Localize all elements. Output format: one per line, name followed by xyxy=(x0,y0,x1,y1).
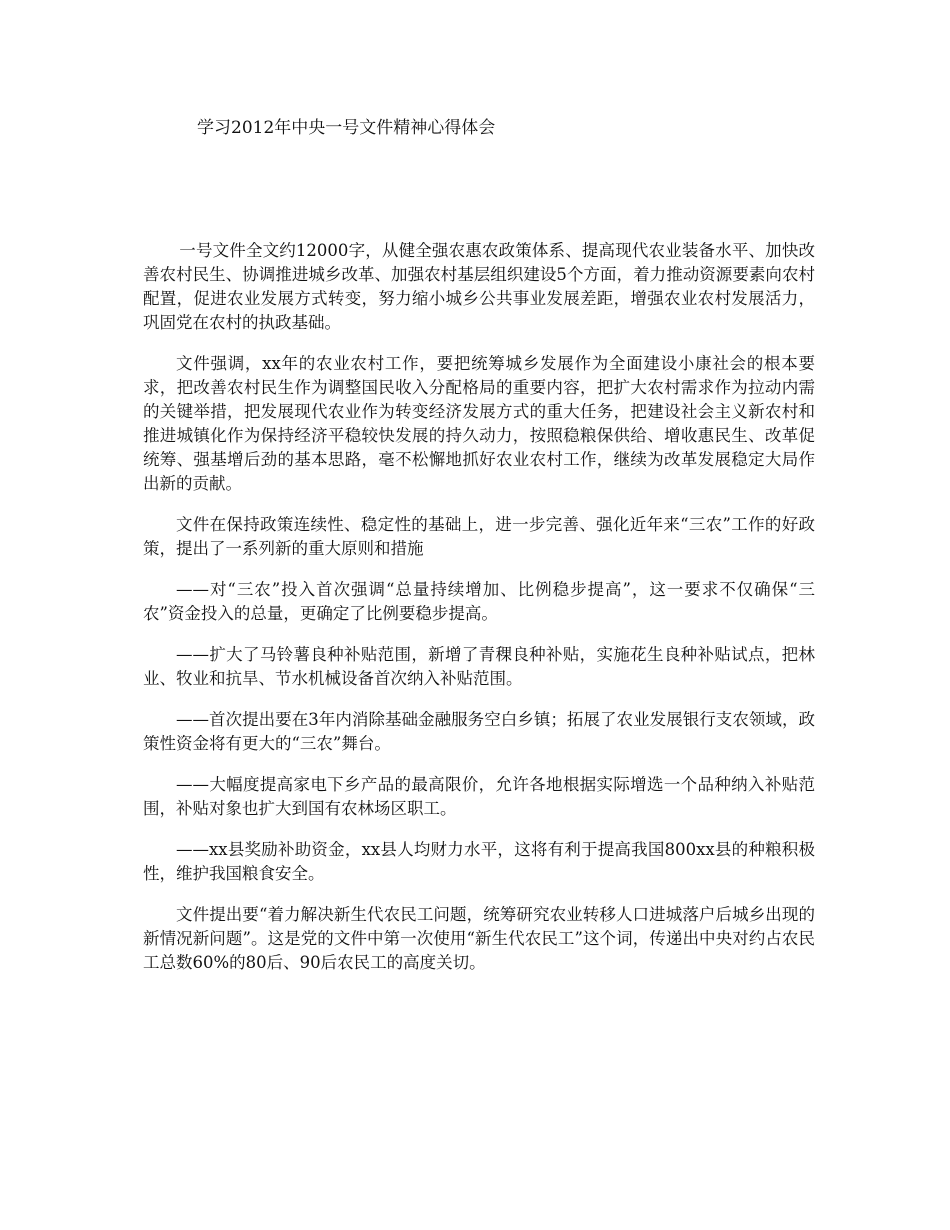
paragraph-emphasis: 文件强调，xx年的农业农村工作，要把统筹城乡发展作为全面建设小康社会的根本要求，把改善农村民生作为调整国民收入分配格局的重要内容，把扩大农村需求作为拉动内需的关键举措，把发展现代农业作为转变经济发展方式的重大任务，把建设社会主义新农村和推进城镇化作为保持经济平稳较快发展的持久动力，按照稳粮保供给、增收惠民生、改革促统筹、强基增后劲的基本思路，毫不松懈地抓好农业农村工作，继续为改革发展稳定大局作出新的贡献。 xyxy=(143,354,815,493)
paragraph-appliances: ——大幅度提高家电下乡产品的最高限价，允许各地根据实际增选一个品种纳入补贴范围，补贴对象也扩大到国有农林场区职工。 xyxy=(143,775,815,818)
paragraph-overview: 一号文件全文约12000字，从健全强农惠农政策体系、提高现代农业装备水平、加快改善农村民生、协调推进城乡改革、加强农村基层组织建设5个方面，着力推动资源要素向农村配置，促进农业发展方式转变，努力缩小城乡公共事业发展差距，增强农业农村发展活力，巩固党在农村的执政基础。 xyxy=(143,241,815,332)
document-title: 学习2012年中央一号文件精神心得体会 xyxy=(197,118,496,138)
paragraph-subsidy-scope: ——扩大了马铃薯良种补贴范围，新增了青稞良种补贴，实施花生良种补贴试点，把林业、牧业和抗旱、节水机械设备首次纳入补贴范围。 xyxy=(143,645,815,688)
document-body xyxy=(143,239,815,992)
paragraph-finance: ——首次提出要在3年内消除基础金融服务空白乡镇；拓展了农业发展银行支农领域，政策性资金将有更大的“三农”舞台。 xyxy=(143,710,815,753)
paragraph-policy-continuity: 文件在保持政策连续性、稳定性的基础上，进一步完善、强化近年来“三农”工作的好政策，提出了一系列新的重大原则和措施 xyxy=(143,515,815,558)
paragraph-county-funds: ——xx县奖励补助资金，xx县人均财力水平，这将有利于提高我国800xx县的种粮积极性，维护我国粮食安全。 xyxy=(143,840,815,883)
paragraph-migrant-workers: 文件提出要“着力解决新生代农民工问题，统筹研究农业转移人口进城落户后城乡出现的新情况新问题”。这是党的文件中第一次使用“新生代农民工”这个词，传递出中央对约占农民工总数60%的80后、90后农民工的高度关切。 xyxy=(143,905,815,972)
paragraph-investment: ——对“三农”投入首次强调“总量持续增加、比例稳步提高”，这一要求不仅确保“三农”资金投入的总量，更确定了比例要稳步提高。 xyxy=(143,580,815,623)
